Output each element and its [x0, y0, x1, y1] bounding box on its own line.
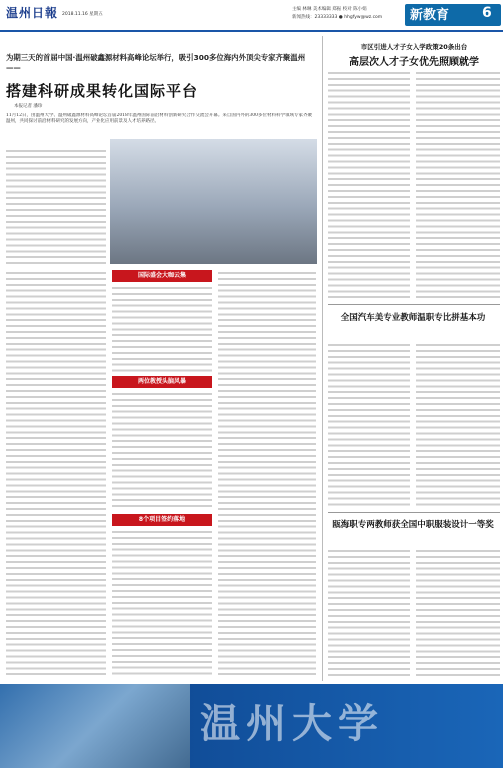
- main-body-col-3c: [112, 529, 212, 675]
- main-lede: 11月12日，由温州大学、温州破鑫源材料高峰论坛首届2018年温州国际前沿材料创新研究合作交流会开幕。来自国内外的300多位材料科学领域专家齐聚温州，共同探讨前沿材料研究的发展方向，产业化应用前景及人才培养路径。: [6, 113, 312, 125]
- main-body-col-2: [6, 270, 106, 675]
- article-1-headline: 高层次人才子女优先照顾就学: [349, 57, 479, 68]
- article-divider-1: [328, 304, 500, 305]
- article-1-kicker: 市区引进人才子女入学政策20条出台: [360, 43, 468, 51]
- article-3-col-2: [416, 548, 500, 678]
- conference-photo: [110, 139, 317, 264]
- article-3-headline: 瓯海职专两教师获全国中职服装设计一等奖: [332, 520, 494, 530]
- article-2-col-2: [416, 342, 500, 507]
- main-body-col-4: [218, 270, 316, 675]
- main-body-col-1: [6, 148, 106, 266]
- main-byline: 本报记者 潘珍: [14, 104, 43, 109]
- main-body-col-3b: [112, 391, 212, 511]
- section-title: 新教育: [410, 8, 450, 23]
- issue-date: 2018.11.16 星期五: [62, 12, 103, 17]
- subhead-2: 两位教授头脑风暴: [112, 376, 212, 388]
- newspaper-logo: 温州日報: [6, 6, 59, 20]
- article-3-col-1: [328, 548, 410, 678]
- article-1-col-2: [416, 70, 500, 300]
- article-2-headline: 全国汽车美专业教师温职专比拼基本功: [340, 313, 486, 323]
- subhead-1: 国际盛会大咖云集: [112, 270, 212, 282]
- main-kicker: 为期三天的首届中国·温州破鑫源材料高峰论坛举行，吸引300多位海内外顶尖专家齐聚温州——: [6, 53, 306, 72]
- masthead: [0, 0, 503, 30]
- article-divider-2: [328, 512, 500, 513]
- campus-photo: [0, 684, 190, 768]
- column-divider: [322, 36, 323, 681]
- banner-title: 温州大学: [200, 701, 384, 747]
- header-rule: [0, 30, 503, 32]
- page-number: 6: [482, 5, 492, 21]
- editor-credits: 主编 林琳 美术编辑 郑振 校对 陈小娟: [292, 7, 367, 12]
- main-body-col-3a: [112, 285, 212, 373]
- article-1-col-1: [328, 70, 410, 300]
- news-hotline: 新闻热线：23333333 ● hhgfyw@wz.com: [292, 15, 383, 20]
- article-2-col-1: [328, 342, 410, 507]
- subhead-3: 8个项目签约落地: [112, 514, 212, 526]
- main-headline: 搭建科研成果转化国际平台: [6, 82, 199, 100]
